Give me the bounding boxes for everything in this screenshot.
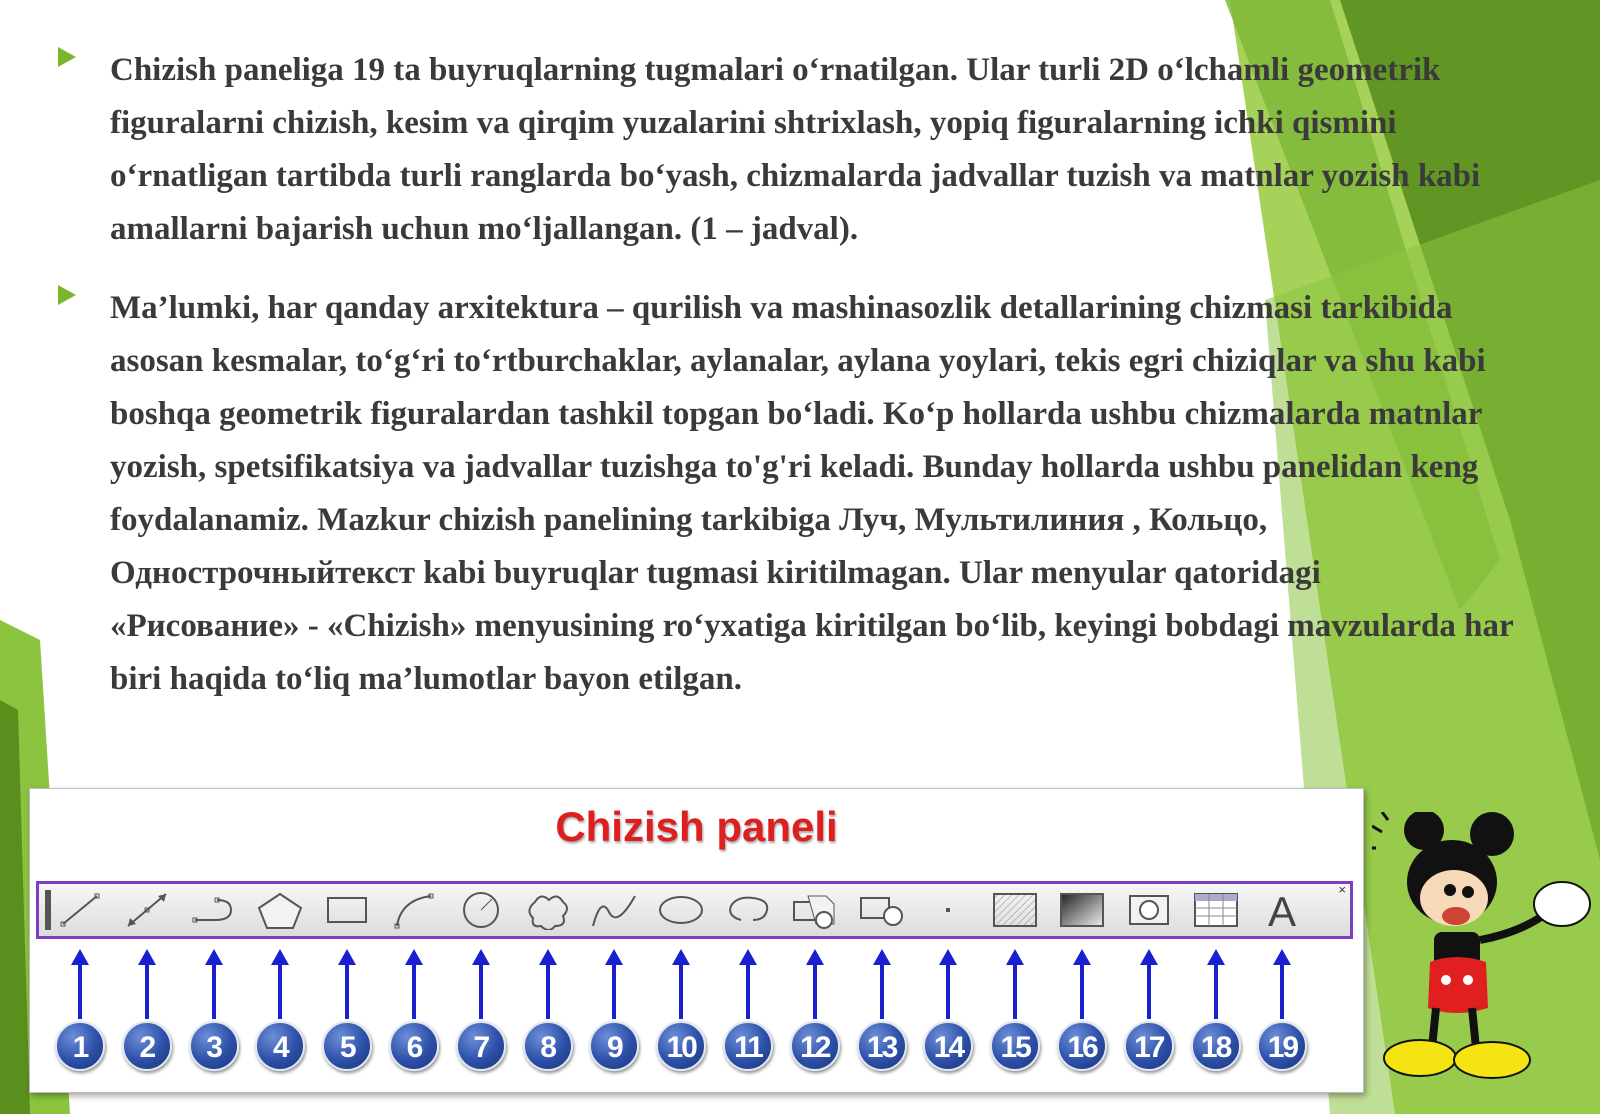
tool-number-badge: 9 — [589, 1021, 639, 1071]
toolbar-button-7[interactable] — [454, 890, 508, 930]
make-block-icon — [855, 890, 909, 930]
arrow-up-icon — [1206, 949, 1226, 1019]
arrow-up-icon — [1272, 949, 1292, 1019]
insert-block-icon — [788, 890, 842, 930]
table-icon — [1189, 890, 1243, 930]
toolbar-button-6[interactable] — [387, 890, 441, 930]
toolbar-button-10[interactable] — [654, 890, 708, 930]
arrow-up-icon — [604, 949, 624, 1019]
construction-line-icon — [120, 890, 174, 930]
point-icon — [921, 890, 975, 930]
gradient-icon — [1055, 890, 1109, 930]
polygon-icon — [253, 890, 307, 930]
tool-number-badge: 4 — [255, 1021, 305, 1071]
arrow-up-icon — [938, 949, 958, 1019]
toolbar-button-2[interactable] — [120, 890, 174, 930]
tool-number-badge: 17 — [1124, 1021, 1174, 1071]
tool-number-badge: 2 — [122, 1021, 172, 1071]
multiline-text-icon — [1255, 890, 1309, 930]
tool-number-badge: 19 — [1257, 1021, 1307, 1071]
arrow-up-icon — [204, 949, 224, 1019]
mickey-mouse-illustration — [1372, 812, 1600, 1090]
toolbar-button-16[interactable] — [1055, 890, 1109, 930]
spline-icon — [587, 890, 641, 930]
revision-cloud-icon — [521, 890, 575, 930]
toolbar-button-9[interactable] — [587, 890, 641, 930]
toolbar-button-8[interactable] — [521, 890, 575, 930]
tool-number-badge: 1 — [55, 1021, 105, 1071]
toolbar-button-13[interactable] — [855, 890, 909, 930]
bullet-arrow-icon — [58, 47, 76, 67]
tool-number-badge: 3 — [189, 1021, 239, 1071]
arrow-up-icon — [872, 949, 892, 1019]
tool-number-badge: 11 — [723, 1021, 773, 1071]
arrow-up-icon — [404, 949, 424, 1019]
toolbar-button-11[interactable] — [721, 890, 775, 930]
toolbar-button-19[interactable] — [1255, 890, 1309, 930]
arrow-up-icon — [70, 949, 90, 1019]
toolbar-button-4[interactable] — [253, 890, 307, 930]
tool-number-badge: 10 — [656, 1021, 706, 1071]
panel-title: Chizish paneli — [555, 803, 838, 850]
arrow-up-icon — [471, 949, 491, 1019]
region-icon — [1122, 890, 1176, 930]
toolbar-button-14[interactable] — [921, 890, 975, 930]
tool-number-badge: 14 — [923, 1021, 973, 1071]
bullet-item — [58, 44, 1518, 256]
tool-number-badge: 5 — [322, 1021, 372, 1071]
svg-text:A: A — [1268, 890, 1297, 930]
arrow-up-icon — [1072, 949, 1092, 1019]
tool-number-badge: 16 — [1057, 1021, 1107, 1071]
toolbar-button-1[interactable] — [53, 890, 107, 930]
circle-icon — [454, 890, 508, 930]
tool-number-badge: 13 — [857, 1021, 907, 1071]
arrow-up-icon — [1139, 949, 1159, 1019]
arrow-up-icon — [137, 949, 157, 1019]
tool-number-badge: 8 — [523, 1021, 573, 1071]
rectangle-icon — [320, 890, 374, 930]
bullet-text: Chizish paneliga 19 ta buyruqlarning tugmalari o‘rnatilgan. Ular turli 2D o‘lchamli geometrik figuralarni chizish, kesim va qirqim yuzalarini shtrixlash, yopiq figuralarning ichki qismini o‘rnatligan tartibda turli ranglarda bo‘yash, chizmalarda jadvallar tuzish va matnlar yozish kabi amallarni bajarish uchun mo‘ljallangan. (1 – jadval). — [110, 52, 1481, 247]
toolbar-button-18[interactable] — [1189, 890, 1243, 930]
arrow-up-icon — [738, 949, 758, 1019]
draw-toolbar-image — [29, 788, 1364, 1093]
close-icon: × — [1338, 882, 1346, 897]
ellipse-arc-icon — [721, 890, 775, 930]
arrow-up-icon — [805, 949, 825, 1019]
toolbar-button-15[interactable] — [988, 890, 1042, 930]
polyline-icon — [187, 890, 241, 930]
draw-toolbar — [36, 881, 1353, 939]
hatch-icon — [988, 890, 1042, 930]
toolbar-button-17[interactable] — [1122, 890, 1176, 930]
arrow-up-icon — [337, 949, 357, 1019]
tool-number-badge: 15 — [990, 1021, 1040, 1071]
tool-number-badge: 6 — [389, 1021, 439, 1071]
bullet-text: Ma’lumki, har qanday arxitektura – qurilish va mashinasozlik detallarining chizmasi tarkibida asosan kesmalar, to‘g‘ri to‘rtburchaklar, aylanalar, aylana yoylari, tekis egri chiziqlar va shu kabi boshqa geometrik figuralardan tashkil topgan bo‘ladi. Ko‘p hollarda ushbu chizmalarda matnlar yozish, spetsifikatsiya va jadvallar tuzishga to'g'ri keladi. Bunday hollarda ushbu panelidan keng foydalanamiz. Mazkur chizish panelining tarkibiga Луч, Мультилиния , Кольцо, Однострочныйтекст kabi buyruqlar tugmasi kiritilmagan. Ular menyular qatoridagi «Рисование» - «Chizish» menyusining ro‘yxatiga kiritilgan bo‘lib, keyingi bobdagi mavzularda har biri haqida to‘liq ma’lumotlar bayon etilgan. — [110, 290, 1514, 697]
toolbar-button-5[interactable] — [320, 890, 374, 930]
toolbar-button-12[interactable] — [788, 890, 842, 930]
toolbar-button-3[interactable] — [187, 890, 241, 930]
tool-number-badge: 18 — [1191, 1021, 1241, 1071]
arrow-up-icon — [270, 949, 290, 1019]
arrow-up-icon — [538, 949, 558, 1019]
toolbar-grip — [45, 890, 51, 930]
tool-number-badge: 7 — [456, 1021, 506, 1071]
line-icon — [53, 890, 107, 930]
arrow-up-icon — [1005, 949, 1025, 1019]
bullet-item — [58, 282, 1518, 706]
arc-icon — [387, 890, 441, 930]
tool-number-badge: 12 — [790, 1021, 840, 1071]
ellipse-icon — [654, 890, 708, 930]
bullet-arrow-icon — [58, 285, 76, 305]
arrow-up-icon — [671, 949, 691, 1019]
